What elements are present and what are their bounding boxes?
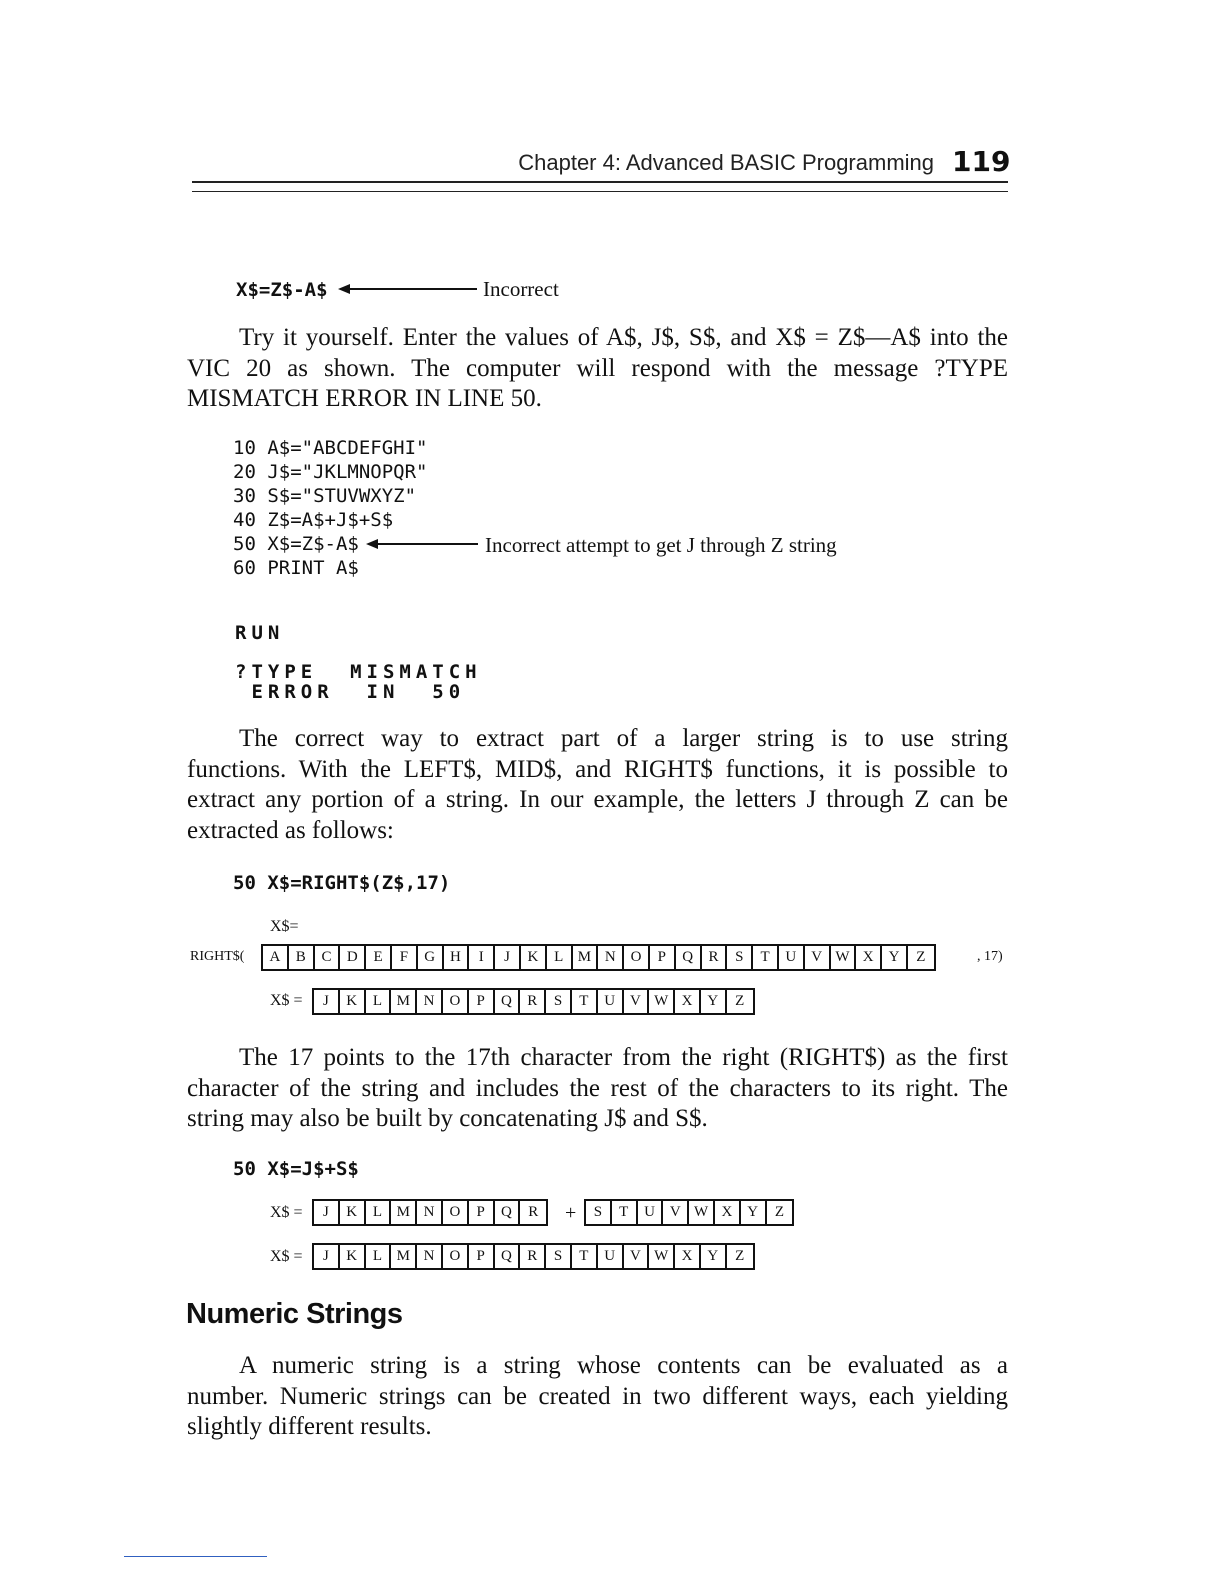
character-box: Z	[916, 949, 926, 965]
character-box: J	[314, 1245, 340, 1268]
incorrect-note: Incorrect	[483, 277, 559, 301]
character-box: X	[675, 990, 701, 1013]
character-box: V	[624, 1245, 650, 1268]
character-box: M	[391, 990, 417, 1013]
character-box: Z	[774, 1204, 785, 1220]
right-function-label: RIGHT$(	[190, 949, 245, 964]
character-box: A	[263, 946, 289, 969]
character-box: Y	[741, 1201, 767, 1224]
character-box: K	[340, 1201, 366, 1224]
character-box: M	[391, 1245, 417, 1268]
concat-left-boxes	[312, 1199, 548, 1226]
character-box: P	[469, 1201, 495, 1224]
character-box: G	[418, 946, 444, 969]
character-box: R	[520, 1245, 546, 1268]
paragraph-line: extract any portion of a string. In our example, the letters J through Z can be	[187, 786, 1008, 814]
character-box: L	[547, 946, 573, 969]
character-box: R	[702, 946, 728, 969]
character-box: J	[314, 990, 340, 1013]
paragraph-line: A numeric string is a string whose contents can be evaluated as a	[239, 1352, 1008, 1379]
character-box: N	[417, 1201, 443, 1224]
character-box: E	[366, 946, 392, 969]
character-box: X	[856, 946, 882, 969]
header-rule-bottom	[192, 191, 1008, 192]
error-message-line1: ?TYPE MISMATCH	[235, 661, 482, 683]
character-box: O	[443, 1201, 469, 1224]
character-box: W	[649, 1245, 675, 1268]
character-box: T	[753, 946, 779, 969]
character-box: U	[779, 946, 805, 969]
character-box: S	[586, 1201, 612, 1224]
character-box: V	[805, 946, 831, 969]
chapter-title: Chapter 4: Advanced BASIC Programming	[518, 150, 934, 175]
paragraph-line: functions. With the LEFT$, MID$, and RIGHT$ functions, it is possible to	[187, 755, 1008, 783]
character-box: D	[340, 946, 366, 969]
character-box: X	[675, 1245, 701, 1268]
character-box: L	[366, 990, 392, 1013]
plus-sign: +	[565, 1202, 577, 1224]
code-line: 40 Z$=A$+J$+S$	[233, 509, 394, 531]
footer-rule	[124, 1556, 267, 1557]
paragraph-line: extracted as follows:	[187, 816, 394, 844]
character-box: Z	[735, 1248, 745, 1264]
character-box: M	[391, 1201, 417, 1224]
xs-label: X$ =	[270, 1248, 303, 1265]
run-command: RUN	[235, 622, 285, 644]
character-box: L	[366, 1201, 392, 1224]
paragraph-line: character of the string and includes the rest of the characters to its right. The	[187, 1074, 1008, 1102]
character-box: R	[520, 990, 546, 1013]
arrow-line	[348, 288, 477, 290]
character-box: F	[392, 946, 418, 969]
character-box: T	[612, 1201, 638, 1224]
character-box: Z	[735, 993, 745, 1009]
character-box: W	[649, 990, 675, 1013]
character-box: S	[546, 1245, 572, 1268]
section-heading: Numeric Strings	[186, 1298, 403, 1330]
character-box: W	[831, 946, 857, 969]
paragraph-line: MISMATCH ERROR IN LINE 50.	[187, 385, 542, 413]
paragraph-line: number. Numeric strings can be created in two different ways, each yielding	[187, 1382, 1008, 1410]
concat-code-example: 50 X$=J$+S$	[233, 1158, 359, 1180]
paragraph-try-it	[187, 323, 1008, 415]
character-box: Y	[701, 990, 727, 1013]
code-line: 10 A$="ABCDEFGHI"	[233, 437, 428, 459]
character-box: S	[546, 990, 572, 1013]
code-line: 50 X$=Z$-A$	[233, 533, 359, 555]
character-box: Q	[495, 1245, 521, 1268]
paragraph-correct-way	[187, 724, 1008, 846]
character-box: X	[715, 1201, 741, 1224]
paragraph-line: VIC 20 as shown. The computer will respond with the message ?TYPE	[187, 354, 1008, 382]
error-message-line2: ERROR IN 50	[235, 681, 466, 703]
page-number: 119	[952, 145, 1011, 178]
character-box: O	[624, 946, 650, 969]
character-box: U	[598, 990, 624, 1013]
character-box: T	[572, 1245, 598, 1268]
character-box: N	[417, 990, 443, 1013]
character-box: Q	[676, 946, 702, 969]
character-box: N	[598, 946, 624, 969]
xs-label: X$ =	[270, 1204, 303, 1221]
character-box: P	[650, 946, 676, 969]
character-box: H	[444, 946, 470, 969]
line50-note: Incorrect attempt to get J through Z string	[485, 533, 837, 557]
arrow-line	[376, 543, 478, 545]
character-box: J	[314, 1201, 340, 1224]
code-line: 30 S$="STUVWXYZ"	[233, 485, 417, 507]
character-box: M	[573, 946, 599, 969]
concat-right-boxes	[584, 1199, 794, 1226]
character-box: P	[469, 990, 495, 1013]
paragraph-numeric-strings	[187, 1351, 1008, 1443]
character-box: K	[340, 990, 366, 1013]
character-box: W	[689, 1201, 715, 1224]
character-box: V	[663, 1201, 689, 1224]
character-box: P	[469, 1245, 495, 1268]
character-box: O	[443, 990, 469, 1013]
character-box: L	[366, 1245, 392, 1268]
character-box: B	[289, 946, 315, 969]
full-string-boxes	[261, 944, 936, 971]
paragraph-line: string may also be built by concatenating J$ and S$.	[187, 1105, 708, 1133]
character-box: K	[340, 1245, 366, 1268]
paragraph-line: Try it yourself. Enter the values of A$, J$, S$, and X$ = Z$—A$ into the	[239, 324, 1008, 351]
paragraph-17-points	[187, 1043, 1008, 1135]
character-box: K	[521, 946, 547, 969]
right-result-boxes	[312, 988, 755, 1015]
character-box: Y	[701, 1245, 727, 1268]
right-code-example: 50 X$=RIGHT$(Z$,17)	[233, 872, 451, 894]
incorrect-code-example: X$=Z$-A$	[236, 279, 328, 301]
right-function-suffix: , 17)	[977, 949, 1003, 964]
character-box: U	[638, 1201, 664, 1224]
character-box: Q	[495, 990, 521, 1013]
xs-label-top: X$=	[270, 918, 299, 935]
character-box: T	[572, 990, 598, 1013]
character-box: R	[528, 1204, 539, 1220]
header-rule-top	[192, 181, 1008, 183]
character-box: Y	[882, 946, 908, 969]
character-box: N	[417, 1245, 443, 1268]
character-box: C	[315, 946, 341, 969]
character-box: I	[469, 946, 495, 969]
character-box: S	[727, 946, 753, 969]
character-box: O	[443, 1245, 469, 1268]
paragraph-line: The correct way to extract part of a larger string is to use string	[239, 725, 1008, 752]
character-box: U	[598, 1245, 624, 1268]
character-box: V	[624, 990, 650, 1013]
code-line: 60 PRINT A$	[233, 557, 359, 579]
concat-result-boxes	[312, 1243, 755, 1270]
code-line: 20 J$="JKLMNOPQR"	[233, 461, 428, 483]
paragraph-line: The 17 points to the 17th character from the right (RIGHT$) as the first	[239, 1044, 1008, 1071]
paragraph-line: slightly different results.	[187, 1413, 432, 1441]
xs-label: X$ =	[270, 992, 303, 1009]
character-box: Q	[495, 1201, 521, 1224]
character-box: J	[495, 946, 521, 969]
program-listing	[233, 437, 427, 581]
